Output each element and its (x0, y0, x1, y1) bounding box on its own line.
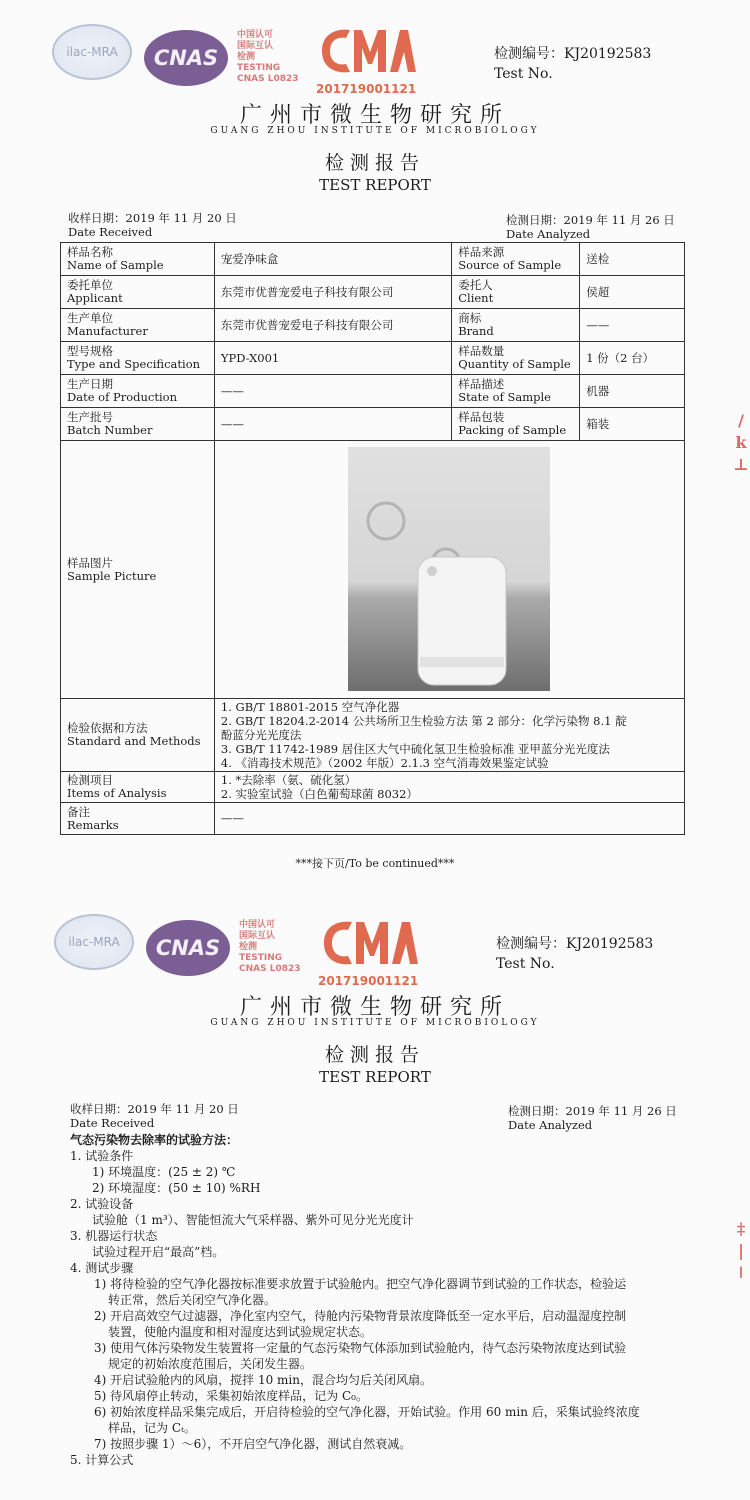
label-cell: 生产日期 Date of Production (61, 375, 215, 408)
label-cell: 委托人 Client (452, 276, 580, 309)
method-line: 5) 待风扇停止转动，采集初始浓度样品，记为 C₀。 (94, 1389, 368, 1403)
ilac-mra-logo: ilac-MRA (54, 914, 134, 970)
label-cell: 备注 Remarks (61, 803, 215, 835)
value-cell: 箱装 (580, 408, 685, 441)
report-title-cn: 检测报告 (324, 152, 425, 174)
report-title-en: TEST REPORT (319, 176, 431, 194)
continued-note: ***接下页/To be continued*** (295, 857, 455, 870)
method-line: 规定的初始浓度范围后，关闭发生器。 (108, 1357, 313, 1371)
stamp-fragment: / k ⊥ (733, 411, 749, 474)
value-cell: YPD-X001 (214, 342, 451, 375)
value-cell: 1 份（2 台） (580, 342, 685, 375)
method-line: 3) 使用气体污染物发生装置将一定量的气态污染物气体添加到试验舱内，待气态污染物浓度达到试验 (94, 1341, 627, 1355)
value-cell: —— (580, 309, 685, 342)
label-cell: 样品描述 State of Sample (452, 375, 580, 408)
label-cell: 型号规格 Type and Specification (61, 342, 215, 375)
cnas-accreditation-text: 中国认可 国际互认 检测 TESTING CNAS L0823 (237, 30, 299, 84)
method-lines (70, 1148, 720, 1468)
cma-logo-icon (318, 916, 418, 970)
standards-list: 1. GB/T 18801-2015 空气净化器 2. GB/T 18204.2-2014 公共场所卫生检验方法 第 2 部分：化学污染物 8.1 靛 酚蓝分光光度法 3. GB/T 11742-1989 居住区大气中硫化氢卫生检验标准 亚甲蓝分光光度法 4. 《消毒技术规范》（2002 年版）2.1.3 空气消毒效果鉴定试验 (214, 699, 684, 772)
cnas-accreditation-text: 中国认可 国际互认 检测 TESTING CNAS L0823 (239, 920, 301, 974)
sample-picture-cell (214, 441, 684, 699)
label-cell: 样品图片 Sample Picture (61, 441, 215, 699)
date-received: 收样日期：2019 年 11 月 20 日 Date Received (68, 211, 237, 239)
value-cell: 宠爱净味盒 (214, 243, 451, 276)
method-line: 4) 开启试验舱内的风扇，搅拌 10 min，混合均匀后关闭风扇。 (94, 1373, 432, 1387)
ilac-mra-logo: ilac-MRA (52, 24, 132, 80)
method-line: 5. 计算公式 (70, 1453, 134, 1467)
method-line: 转正常，然后关闭空气净化器。 (108, 1293, 277, 1307)
method-line: 1) 环境温度：(25 ± 2) ℃ (92, 1165, 236, 1179)
table-row (61, 276, 685, 309)
method-line: 2) 开启高效空气过滤器，净化室内空气，待舱内污染物背景浓度降低至一定水平后，启动温湿度控制 (94, 1309, 627, 1323)
value-cell: —— (214, 375, 451, 408)
table-row-picture (61, 441, 685, 699)
cma-logo-icon (316, 24, 416, 78)
value-cell: 东莞市优普宠爱电子科技有限公司 (214, 309, 451, 342)
cma-number: 201719001121 (316, 82, 417, 96)
method-line: 3. 机器运行状态 (70, 1229, 158, 1243)
report-title-en: TEST REPORT (319, 1068, 431, 1086)
report-title-cn: 检测报告 (324, 1044, 425, 1066)
method-line: 样品，记为 Cₜ。 (108, 1421, 196, 1435)
method-line: 1. 试验条件 (70, 1149, 134, 1163)
table-row-remarks (61, 803, 685, 835)
method-line: 试验过程开启“最高”档。 (92, 1245, 225, 1259)
value-cell: —— (214, 408, 451, 441)
report-page-2 (0, 888, 750, 1500)
cma-number: 201719001121 (318, 974, 419, 988)
stamp-fragment: ‡ | ǀ (736, 1219, 746, 1282)
items-list: 1. *去除率（氨、硫化氢） 2. 实验室试验（白色葡萄球菌 8032） (214, 772, 684, 803)
date-analyzed: 检测日期：2019 年 11 月 26 日 Date Analyzed (506, 213, 675, 241)
institute-name-en: GUANG ZHOU INSTITUTE OF MICROBIOLOGY (210, 1018, 540, 1028)
label-cell: 检测项目 Items of Analysis (61, 772, 215, 803)
value-cell: —— (214, 803, 684, 835)
cnas-logo: CNAS (146, 920, 230, 976)
method-line: 试验舱（1 m³）、智能恒流大气采样器、紫外可见分光光度计 (92, 1213, 414, 1227)
label-cell: 商标 Brand (452, 309, 580, 342)
method-line: 4. 测试步骤 (70, 1261, 134, 1275)
table-row-items (61, 772, 685, 803)
cnas-logo: CNAS (144, 30, 228, 86)
sample-info-table (60, 242, 685, 835)
institute-name-cn: 广州市微生物研究所 (239, 995, 510, 1020)
date-received: 收样日期：2019 年 11 月 20 日 Date Received (70, 1102, 239, 1130)
label-cell: 样品名称 Name of Sample (61, 243, 215, 276)
value-cell: 送检 (580, 243, 685, 276)
method-line: 6) 初始浓度样品采集完成后，开启待检验的空气净化器，开始试验。作用 60 min 后，采集试验终浓度 (94, 1405, 640, 1419)
method-line: 装置，使舱内温度和相对湿度达到试验规定状态。 (108, 1325, 373, 1339)
purifier-device-icon (348, 447, 550, 691)
method-heading: 气态污染物去除率的试验方法： (70, 1133, 239, 1147)
value-cell: 东莞市优普宠爱电子科技有限公司 (214, 276, 451, 309)
institute-name-cn: 广州市微生物研究所 (239, 103, 510, 128)
table-row (61, 375, 685, 408)
table-row (61, 342, 685, 375)
label-cell: 委托单位 Applicant (61, 276, 215, 309)
report-number: 检测编号：KJ20192583 Test No. (494, 46, 652, 82)
table-row (61, 309, 685, 342)
method-line: 7) 按照步骤 1）～6），不开启空气净化器，测试自然衰减。 (94, 1437, 412, 1451)
table-row-standards (61, 699, 685, 772)
label-cell: 样品来源 Source of Sample (452, 243, 580, 276)
label-cell: 检验依据和方法 Standard and Methods (61, 699, 215, 772)
method-line: 2) 环境湿度：(50 ± 10) %RH (92, 1181, 261, 1195)
date-analyzed: 检测日期：2019 年 11 月 26 日 Date Analyzed (508, 1104, 677, 1132)
sample-photo (348, 447, 550, 691)
value-cell: 侯超 (580, 276, 685, 309)
test-method-section (70, 1132, 720, 1468)
method-line: 1) 将待检验的空气净化器按标准要求放置于试验舱内。把空气净化器调节到试验的工作状态，检验运 (94, 1277, 627, 1291)
table-row (61, 408, 685, 441)
method-line: 2. 试验设备 (70, 1197, 134, 1211)
label-cell: 样品数量 Quantity of Sample (452, 342, 580, 375)
value-cell: 机器 (580, 375, 685, 408)
label-cell: 生产单位 Manufacturer (61, 309, 215, 342)
label-cell: 生产批号 Batch Number (61, 408, 215, 441)
table-row (61, 243, 685, 276)
institute-name-en: GUANG ZHOU INSTITUTE OF MICROBIOLOGY (210, 126, 540, 136)
label-cell: 样品包装 Packing of Sample (452, 408, 580, 441)
report-number: 检测编号：KJ20192583 Test No. (496, 936, 654, 972)
